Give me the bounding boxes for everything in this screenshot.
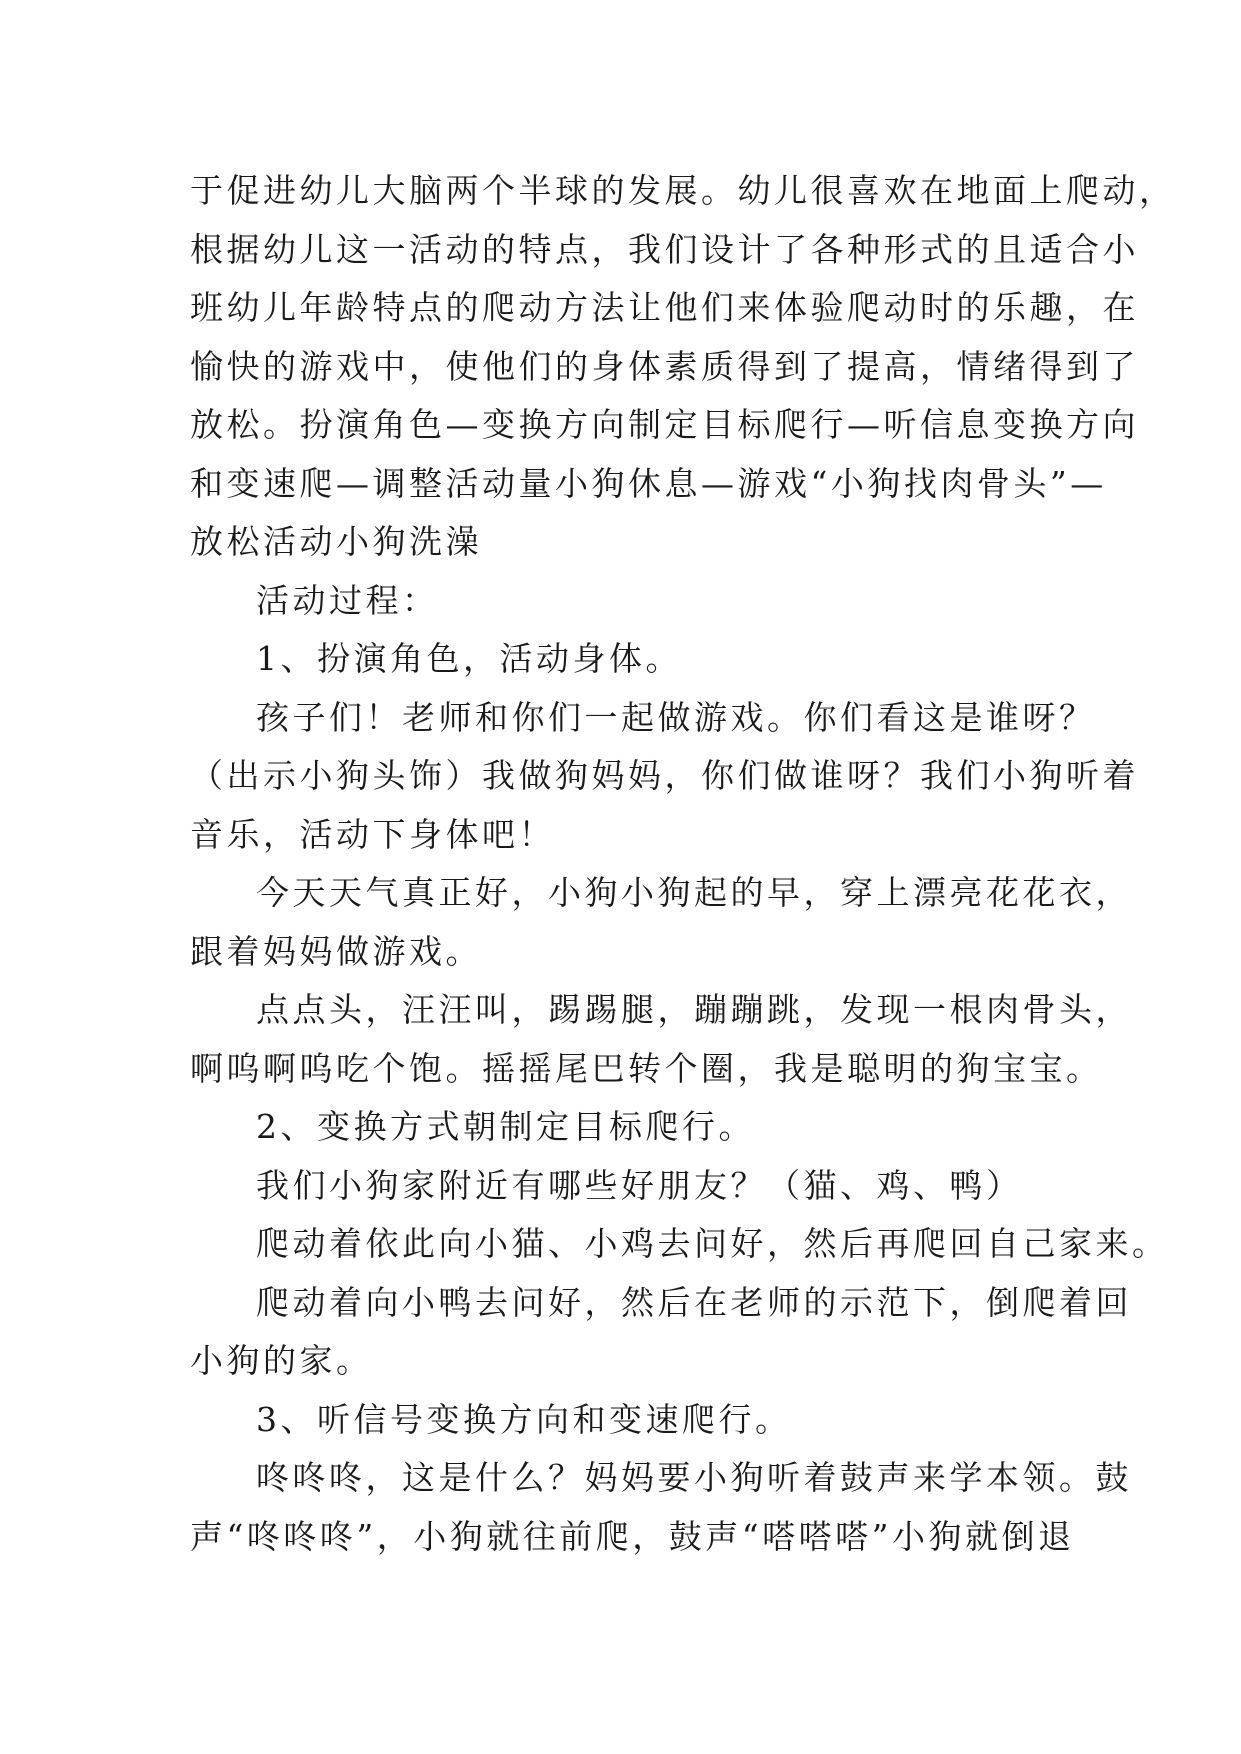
step-heading: 3、听信号变换方向和变速爬行。 [256, 1399, 792, 1439]
text-line: 跟着妈妈做游戏。 [190, 931, 482, 971]
step-heading: 1、扮演角色，活动身体。 [256, 639, 682, 678]
text-line: 音乐，活动下身体吧！ [190, 814, 555, 854]
text-line: 爬动着依此向小猫、小鸡去问好，然后再爬回自己家来。 [256, 1224, 1169, 1263]
text-line: 孩子们！老师和你们一起做游戏。你们看这是谁呀？ [256, 697, 1096, 737]
step-heading: 2、变换方式朝制定目标爬行。 [256, 1107, 755, 1146]
text-line: 班幼儿年龄特点的爬动方法让他们来体验爬动时的乐趣，在 [190, 288, 1139, 327]
text-line: 今天天气真正好，小狗小狗起的早，穿上漂亮花花衣， [256, 873, 1132, 912]
text-line: 放松活动小狗洗澡 [190, 522, 482, 561]
text-line: 小狗的家。 [190, 1341, 373, 1380]
text-line: 根据幼儿这一活动的特点，我们设计了各种形式的且适合小 [190, 229, 1139, 269]
text-line: 于促进幼儿大脑两个半球的发展。幼儿很喜欢在地面上爬动， [190, 171, 1176, 210]
text-line: （出示小狗头饰）我做狗妈妈，你们做谁呀？我们小狗听着 [190, 756, 1139, 795]
text-line: 声“咚咚咚”，小狗就往前爬，鼓声“嗒嗒嗒”小狗就倒退 [190, 1516, 1075, 1556]
text-line: 愉快的游戏中，使他们的身体素质得到了提高，情绪得到了 [190, 346, 1139, 386]
text-line: 点点头，汪汪叫，踢踢腿，蹦蹦跳，发现一根肉骨头， [256, 990, 1132, 1029]
text-line: 和变速爬—调整活动量小狗休息—游戏“小狗找肉骨头”— [190, 463, 1107, 503]
text-line: 我们小狗家附近有哪些好朋友？（猫、鸡、鸭） [256, 1165, 1023, 1205]
text-line: 啊呜啊呜吃个饱。摇摇尾巴转个圈，我是聪明的狗宝宝。 [190, 1048, 1103, 1088]
section-heading: 活动过程： [256, 580, 439, 620]
text-line: 爬动着向小鸭去问好，然后在老师的示范下，倒爬着回 [256, 1282, 1132, 1322]
text-line: 放松。扮演角色—变换方向制定目标爬行—听信息变换方向 [190, 405, 1139, 444]
document-body [190, 162, 1176, 1566]
text-line: 咚咚咚，这是什么？妈妈要小狗听着鼓声来学本领。鼓 [256, 1458, 1132, 1497]
